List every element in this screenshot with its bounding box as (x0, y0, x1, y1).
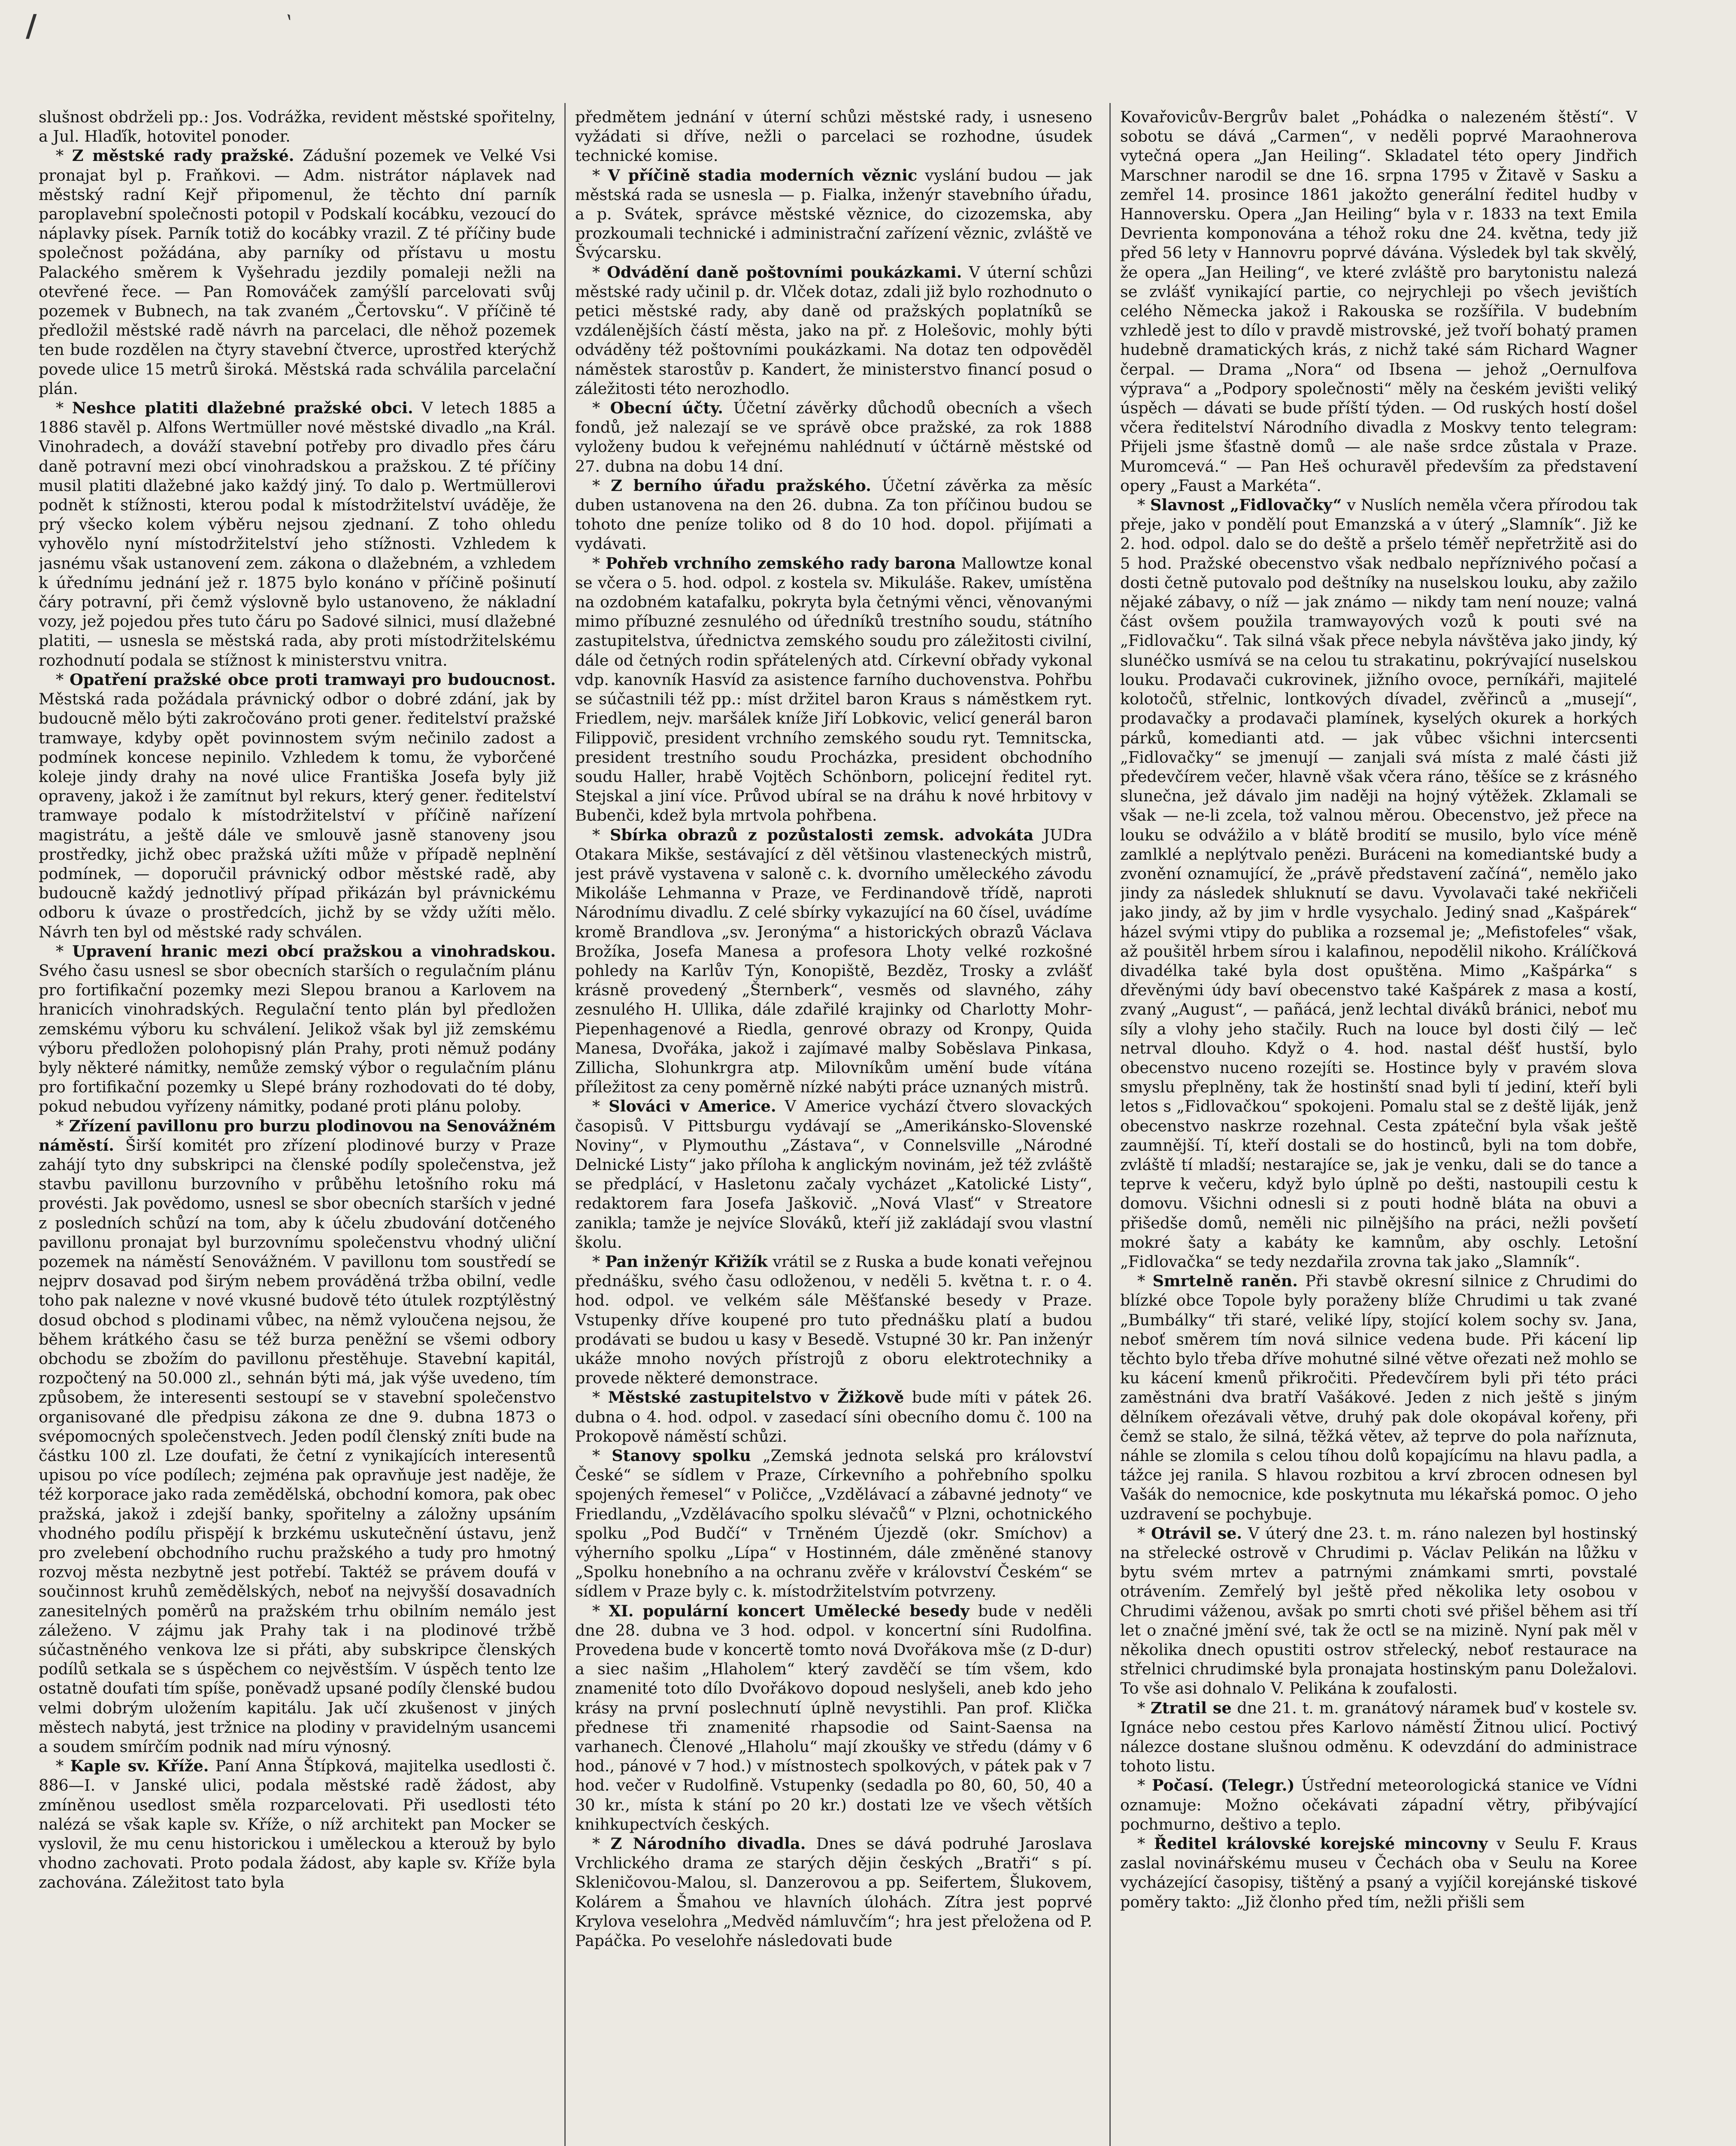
article-text: v Nuslích neměla včera přírodou tak přeje, jako v pondělí pout Emanzská a v úterý „Slamník“. Již ke 2. hod. odpol. dalo se do deště a pršelo téměř nepřetržitě asi do 5 hod. Pražské obecenstvo však nedbalo nepříznivého počasí a dosti četně putovalo pod deštníky na nuselskou louku, aby zažilo nějaké zábavy, o níž — jak známo — nikdy tam není nouze; valná část ovšem použila tramwayových vozů k pouti své na „Fidlovačku“. Tak silná však přece nebyla návštěva jako jindy, ký slunéčko usmívá se na celou tu strakatinu, pokrývající nuselskou louku. Prodavači cukrovinek, jižního ovoce, perníkáři, majitelé kolotočů, střelnic, lontkových dívadel, zvěřinců a „musejí“, prodavačky a prodavači plamínek, kyselých okurek a horkých párků, komedianti atd. — jak vůbec všichni intercsenti „Fidlovačky“ se jmenují — zanjali svá místa z malé části již předevčírem večer, hlavně však včera ráno, těšíce se z krásného slunečna, jež dávalo jim naději na hojný výtěžek. Zklamali se však — ne-li zcela, tož valnou měrou. Obecenstvo, jež přece na louku se odvážilo a v blátě brodití se musilo, bylo více méně zamlklé a neplýtvalo penězi. Buráceni na komediantské budy a zvonění oznamující, že „právě představení začíná“, nemělo jako jindy za následek shluknutí se davu. Vyvolavači také nekřičeli jako jindy, až by jim v hrdle vysychalo. Jediný snad „Kašpárek“ házel svými vtipy do publika a rozsemal je; „Mefistofeles“ však, až poušitěl hrbem sírou i kalafinou, nepodělil nikoho. Králíčková divadélka také byla dost opuštěna. Mimo „Kašpárka“ s dřevěnými údy baví obecenstvo také Kašpárek z masa a kostí, zvaný „August“, — pañácá, jenž lechtal diváků bránici, neboť mu síly a vlohy jeho stačily. Ruch na louce byl dosti čilý — leč netrval dlouho. Když o 4. hod. nastal déšť hustší, bylo obecenstvo nuceno rozejíti se. Hostince byly v pravém slova smyslu přeplněny, tak že hostinští snad byli tí jediní, kteří byli letos s „Fidlovačkou“ spokojeni. Pomalu stal se z deště liják, jenž obecenstvo naskrze rozehnal. Cesta zpáteční byla však ještě zaumnější. Tí, kteří dostali se do hostinců, byli na tom dobře, zvláště tí mladší; nestarajíce se, jak je venku, dali se do tance a teprve k večeru, když bylo úplně po dešti, nastoupili cestu k domovu. Všichni odnesli si z pouti hodně bláta na obuvi a přišedše domů, neměli nic pilnějšího na práci, nežli povšetí mokré šaty a kabáty ke kamnům, aby oschly. Letošní „Fidlovačka“ se tedy nezdařila zrovna tak jako „Slamník“. (1120, 496, 1637, 1271)
article-heading: Ztratil se (1151, 1698, 1232, 1717)
article-paragraph (39, 1756, 556, 1892)
article-paragraph (39, 107, 556, 146)
article-heading: Slováci v Americe. (609, 1097, 776, 1116)
article-heading: Pohřeb vrchního zemského rady barona (606, 554, 956, 573)
article-paragraph (575, 825, 1092, 1097)
bullet-mark: * (592, 166, 608, 185)
column-rule (564, 103, 566, 2146)
article-text: Zádušní pozemek ve Velké Vsi pronajat byl p. Fraňkovi. — Adm. nistrátor náplavek nad městský radní Kejř připomenul, že těchto dní parník paroplavební společnosti potopil v Podskalí kocábku, vezoucí do náplavky písek. Parník totiž do kocábky vrazil. Z té příčiny bude společnost požádána, aby parníky od přístavu u mostu Palackého směrem k Vyšehradu jezdily pomaleji nežli na otevřené řece. — Pan Romováček zamýšlí parcelovati svůj pozemek v Bubnech, na tak zvaném „Čertovsku“. V příčině té předložil městské radě návrh na parcelaci, dle něhož pozemek ten bude rozdělen na čtyry stavební čtverce, uprostřed kterýchž povede ulice 15 metrů široká. Městská rada schválila parcelační plán. (39, 146, 556, 398)
bullet-mark: * (592, 825, 610, 844)
column-rule (1109, 103, 1111, 2146)
article-heading: Městské zastupitelstvo v Žižkově (608, 1388, 904, 1407)
column-3 (1120, 107, 1637, 2146)
article-paragraph (575, 263, 1092, 398)
article-text: dne 21. t. m. granátový náramek buď v kostele sv. Ignáce nebo cestou přes Karlovo náměstí Žitnou ulicí. Poctivý nálezce dostane slušnou odměnu. K odevzdání do administrace tohoto listu. (1120, 1698, 1637, 1776)
article-text: vrátil se z Ruska a bude konati veřejnou přednášku, svého času odloženou, v neděli 5. května t. r. o 4. hod. odpol. ve velkém sále Měšťanské besedy v Praze. Vstupenky dříve koupené pro tuto přednášku platí a budou prodávati se budou u kasy v Besedě. Vstupné 30 kr. Pan inženýr ukáže mnoho nových přístrojů z oboru elektrotechniky a provede některé demonstrace. (575, 1252, 1092, 1388)
bullet-mark: * (56, 1757, 70, 1776)
bullet-mark: * (1137, 1524, 1151, 1543)
article-text: Dnes se dává podruhé Jaroslava Vrchlického drama ze starých dějin českých „Bratři“ s pí. Skleničovou-Malou, sl. Danzerovou a pp. Seifertem, Šlukovem, Kolárem a Šmahou ve hlavních úlohách. Zítra jest poprvé Krylova veselohra „Medvěd námluvčím“; hra jest přeložena od P. Papáčka. Po veselohře následovati bude (575, 1834, 1092, 1950)
article-text: V úterý dne 23. t. m. ráno nalezen byl hostinský na střelecké ostrově v Chrudimi p. Václav Pelikán na lůžku v bytu svém mrtev a patrnými známkami smrti, povstalé otrávením. Zemřelý byl ještě před několika lety osobou v Chrudimi váženou, avšak po smrti choti své přišel během asi tří let o značné jmění své, tak že octl se na mizině. Nyní pak měl v několika dnech opustiti ostrov střelecký, neboť restaurace na střelnici chrudimské byla pronajata hostinským panu Doležalovi. To vše asi dohnalo V. Pelikána k zoufalosti. (1120, 1524, 1637, 1698)
bullet-mark: * (592, 399, 610, 418)
article-text: bude v neděli dne 28. dubna ve 3 hod. odpol. v koncertní síni Rudolfina. Provedena bude v koncertě tomto nová Dvořákova mše (z D-dur) a siec našim „Hlaholem“ který zavděčí se tím všem, kdo znamenité toto dílo Dvořákovo dopoud neslyšeli, aneb kdo jeho krásy na první poslechnutí úplně nevystihli. Pan prof. Klička přednese tři znamenité rhapsodie od Saint-Saensa na varhanech. Členové „Hlaholu“ mají zkoušky ve středu (dámy v 6 hod., pánové v 7 hod.) v místnostech spolkových, v pátek pak v 7 hod. večer v Rudolfině. Vstupenky (sedadla po 80, 60, 50, 40 a 30 kr., místa k stání po 20 kr.) dostati lze ve všech větších knihkupectvích českých. (575, 1601, 1092, 1834)
article-paragraph (575, 1446, 1092, 1601)
bullet-mark: * (592, 1446, 612, 1465)
bullet-mark: * (1137, 1272, 1153, 1291)
bullet-mark: * (592, 1252, 606, 1271)
article-text: vyslání budou — jak městská rada se usnesla — p. Fialka, inženýr stavebního úřadu, a p. Svátek, správce městské věznice, do cizozemska, aby prozkoumali technické i administrační zařízení věznic, zvláště ve Švýcarsku. (575, 166, 1092, 262)
article-text: Mallowtze konal se včera o 5. hod. odpol. z kostela sv. Mikuláše. Rakev, umístěna na ozdobném katafalku, pokryta byla četnými věnci, věnovanými mimo příbuzné zesnulého od úředníků trestního soudu, státního zastupitelstva, úřednictva zemského soudu pro záležitosti civilní, dále od četných rodin spřátelených atd. Církevní obřady vykonal vdp. kanovník Hasvíd za asistence farního duchovenstva. Pohřbu se súčastnili též pp.: míst držitel baron Kraus s náměstkem ryt. Friedlem, nejv. maršálek kníže Jiří Lobkovic, velicí generál baron Filippovič, president vrchního zemského soudu ryt. Temnitscka, president trestního soudu Procházka, president obchodního soudu Haller, hrabě Vojtěch Schönborn, policejní ředitel ryt. Stejskal a jiní více. Průvod ubíral se na dráhu k nové hrbitovy v Bubenči, kdež byla mrtvola pohřbena. (575, 554, 1092, 825)
article-text: Ústřední meteorologická stanice ve Vídni oznamuje: Možno očekávati západní větry, přibývající pochmurno, deštivo a teplo. (1120, 1776, 1637, 1834)
article-heading: Z Národního divadla. (610, 1834, 806, 1853)
bullet-mark: * (1137, 496, 1150, 515)
margin-mark: ‵ (278, 9, 294, 40)
article-paragraph (1120, 1271, 1637, 1524)
article-text: Při stavbě okresní silnice z Chrudimi do blízké obce Topole byly poraženy blíže Chrudimi u tak zvané „Bumbálky“ tři staré, veliké lípy, stojící kolem sochy sv. Jana, neboť směrem tím nová silnice vedena bude. Při kácení lip těchto bylo třeba dříve mohutné silné větve ořezati než mohlo se ku kácení kmenů přikročiti. Předevčírem byli při této práci zaměstnáni dva bratří Vašákové. Jeden z nich ještě s jiným dělníkem ořezávali větve, druhý pak dole okopával kořeny, při čemž se stalo, že silná, těžká větev, až teprve do pola naříznuta, náhle se zlomila s celou tíhou dolů kopajícímu na hlavu padla, a tážce jej ranila. S hlavou rozbitou a krví zbrocen odnesen byl Vašák do nemocnice, kde poskytnuta mu lékařská pomoc. O jeho uzdravení se pochybuje. (1120, 1272, 1637, 1523)
article-heading: Smrtelně raněn. (1152, 1272, 1298, 1291)
article-paragraph (575, 398, 1092, 476)
article-paragraph (575, 554, 1092, 825)
article-paragraph (39, 146, 556, 398)
article-heading: Stanovy spolku (612, 1446, 751, 1465)
bullet-mark: * (56, 942, 73, 961)
article-heading: V příčině stadia moderních věznic (608, 166, 918, 185)
bullet-mark: * (1137, 1776, 1152, 1795)
article-paragraph (1120, 1834, 1637, 1912)
article-heading: Z městské rady pražské. (72, 146, 294, 165)
bullet-mark: * (56, 1116, 69, 1135)
article-heading: Pan inženýr Křižík (605, 1252, 768, 1271)
bullet-mark: * (1137, 1834, 1154, 1853)
article-text: Širší komitét pro zřízení plodinové burzy v Praze zahájí tyto dny subskripci na členské podíly společenstva, jež stavbu pavillonu burzovního v průběhu letošního roku má provésti. Jak povědomo, usnesl se sbor obecních starších v jedné z posledních schůzí na tom, aby k účelu zbudování dotčeného pavillonu pronajat byl burzovnímu společenstvu vhodný uliční pozemek na náměstí Senovážném. V pavillonu tom soustředí se nejprv dosavad pod širým nebem prováděná tržba obilní, vedle toho pak nalezne v nové vkusné budově této útulek rozptýlěstný dosud obchod s plodinami vůbec, na němž vyloučena nejsou, že během krátkého času se též burza peněžní se všemi odbory obchodu se zbožím do pavillonu přestěhuje. Stavební kapitál, rozpočtený na 50.000 zl., sehnán býti má, jak výše uvedeno, tím způsobem, že interesenti sestoupí se v stavební společenstvo organisované dle předpisu zákona ze dne 9. dubna 1873 o svépomocných společenstvech. Jeden podíl členský zníti bude na částku 100 zl. Lze doufati, že četní z vynikajících interesentů upisou po více podílech; zejména pak opravňuje jest naděje, že též korporace jako rada zemědělská, obchodní komora, pak obec pražská, jakož i zdejší banky, spořitelny a záložny upsáním vhodného podílu přispějí k brzkému uskutečnění ústavu, jenž pro zvelebení obchodního ruchu pražského a tudy pro hmotný rozvoj města nezbytně jest potřebí. Taktéž se právem doufá v součinnost kruhů zemědělských, neboť na nejvyšší dosavadních zanesitelných poměrů na pražském trhu obilním nemálo jest záleženo. V zájmu jak Prahy tak i na plodinové tržbě súčastněného venkova lze si přáti, aby subskripce členských podílů setkala se s úspěchem co nejvěstším. V úspěch tento lze ostatně doufati tím spíše, poněvadž upsané podíly členské budou velmi dobrým uložením kapitálu. Jak učí zkušenost v jiných městech nabytá, jest tržnice na plodiny v pravidelným usancemi a soudem smírčím podnik nad míru výnosný. (39, 1136, 556, 1756)
bullet-mark: * (56, 146, 72, 165)
article-heading: Odvádění daně poštovními poukázkami. (607, 263, 962, 282)
article-paragraph (1120, 495, 1637, 1271)
bullet-mark: * (592, 1834, 611, 1853)
article-paragraph (39, 1116, 556, 1757)
article-text: Účetní závěrka za měsíc duben ustanovena na den 26. dubna. Za ton příčinou budou se tohoto dne peníze toliko od 8 do 10 hod. dopol. přijímati a vydávati. (575, 476, 1092, 553)
article-text: slušnost obdrželi pp.: Jos. Vodrážka, revident městské spořitelny, a Jul. Hlaďík, hotovitel ponoder. (39, 108, 556, 146)
article-heading: Počasí. (Telegr.) (1151, 1776, 1295, 1795)
article-text: Svého času usnesl se sbor obecních starších o regulačním plánu pro fortifikační pozemky mezi Slepou branou a Karlovem na hranicích vinohradských. Regulační tento plán byl předložen zemskému výboru ku schválení. Jelikož však byl již zemskému výboru předložen polohopisný plán Prahy, proti němuž podány byly některé námitky, nemůže zemský výbor o regulačním plánu pro fortifikační pozemky u Slepé brány rozhodovati do té doby, pokud nebudou vyřízeny námitky, podané proti plánu poloby. (39, 961, 556, 1116)
article-paragraph (575, 166, 1092, 263)
article-paragraph (575, 1097, 1092, 1252)
article-paragraph (39, 398, 556, 670)
margin-mark: / (26, 8, 37, 43)
article-text: „Zemská jednota selská pro království České“ se sídlem v Praze, Církevního a pohřebního spolku spojených řemesel“ v Poličce, „Vzdělávací a zábavné jednoty“ ve Friedlandu, „Vzdělávacího spolku slévačů“ v Plzni, ochotnického spolku „Pod Budčí“ v Trněném Újezdě (okr. Smíchov) a výherního spolku „Lípa“ v Hostinném, dále změněné stanovy „Spolku honebního a na ochranu zvěře v království Českém“ se sídlem v Praze byly c. k. místodržitelstvím potvrzeny. (575, 1446, 1092, 1601)
article-text: V letech 1885 a 1886 stavěl p. Alfons Wertmüller nové městské divadlo „na Král. Vinohradech, a dováží stavební potřeby pro divadlo přes čáru daně potravní mezi obcí vinohradskou a pražskou. Z té příčiny musil platiti dlažebné jako každý jiný. To dalo p. Wertmüllerovi podnět k stížnosti, kterou podal k místodržitelství uváděje, že prý všecko kolem výběru nejsou zjednaní. Z toho ohledu vyhovělo nyní místodržitelství jeho stížnosti. Vzhledem k jasnému však ustanovení zem. zákona o dlažebném, a vzhledem k úřednímu jednání jež r. 1875 bylo konáno v příčině pošinutí čáry potravní, při čemž výslovně bylo ustanoveno, že nákladní vozy, jež pojedou přes tuto čáru po Sadové silnici, musí dlažebné platiti, — usnesla se městská rada, aby proti místodržitelskému rozhodnutí podala se stížnost k ministerstvu vnitra. (39, 399, 556, 670)
article-heading: Obecní účty. (610, 399, 723, 418)
article-heading: Slavnost „Fidlovačky“ (1150, 496, 1342, 515)
article-text: V úterní schůzi městské rady učinil p. dr. Vlček dotaz, zdali již bylo rozhodnuto o petici městské rady, aby daně od pražských poplatníků se vzdálenějších částí města, jako na př. z Holešovic, mohly býti odváděny též poštovními poukázkami. Na dotaz ten odpověděl náměstek starostův p. Kandert, že ministerstvo financí posud o záležitosti této nerozhodlo. (575, 263, 1092, 398)
bullet-mark: * (592, 476, 611, 495)
article-heading: XI. populární koncert Umělecké besedy (609, 1601, 969, 1620)
bullet-mark: * (1137, 1698, 1151, 1717)
article-text: v Seulu F. Kraus zaslal novinářskému museu v Čechách oba v Seulu na Koree vycházející časopisy, tištěný a psaný a vyjíčil korejánské tiskové poměry takto: „Již člonho před tím, nežli přišli sem (1120, 1834, 1637, 1911)
article-text: Účetní závěrky důchodů obecních a všech fondů, jež nalezají se ve správě obce pražské, za rok 1888 vyloženy budou k veřejnému nahlédnutí v účtárně městské od 27. dubna na dobu 14 dní. (575, 399, 1092, 476)
article-heading: Z berního úřadu pražského. (611, 476, 871, 495)
bullet-mark: * (56, 399, 72, 418)
bullet-mark: * (592, 1601, 609, 1620)
column-1 (39, 107, 556, 2146)
bullet-mark: * (592, 554, 606, 573)
article-paragraph (575, 107, 1092, 166)
article-paragraph (39, 670, 556, 942)
article-text: Kovařovicův-Bergrův balet „Pohádka o nalezeném štěstí“. V sobotu se dává „Carmen“, v neděli poprvé Maraohnerova vytečná opera „Jan Heiling“. Skladatel této opery Jindřich Marschner narodil se dne 16. srpna 1795 v Žitavě v Sasku a zemřel 14. prosince 1861 jakožto generální ředitel hudby v Hannoversku. Opera „Jan Heiling“ byla v r. 1833 na text Emila Devrienta komponována a téhož roku dne 24. května, tedy již před 56 lety v Hannovru poprvé dávána. Výsledek byl tak skvělý, že opera „Jan Heiling“, ve které zvláště pro barytonistu nalezá se zvlášť vynikající partie, co nejrychleji po všech jevištích celého Německa jakož i Rakouska se rozšířila. V budebním vzhledě jest to dílo v pravdě mistrovské, jež tvoří bohatý pramen hudebně dramatických krás, z nichž také sám Richard Wagner čerpal. — Drama „Nora“ od Ibsena — jehož „Oernulfova výprava“ a „Podpory společnosti“ měly na českém jevišti veliký úspěch — dávati se bude příští týden. — Od ruských hostí došel včera ředitelství Národního divadla z Moskvy tento telegram: Přijeli jsme šťastně domů — ale naše srdce zůstala v Praze. Muromcevá.“ — Pan Heš ochuravěl především za představení opery „Faust a Markéta“. (1120, 108, 1637, 495)
article-text: V Americe vychází čtvero slovackých časopisů. V Pittsburgu vydávají se „Amerikánsko-Slovenské Noviny“, v Plymouthu „Zástava“, v Connelsville „Národné Delnické Listy“ jako příloha k anglickým novinám, jež též zvláště se předplácí, v Hasletonu začaly vycházet „Katolické Listy“, redaktorem fara Josefa Jaškovič. „Nová Vlasť“ v Streatore zanikla; tamže je nejvíce Slováků, kteří již zakládají svou vlastní školu. (575, 1097, 1092, 1252)
article-paragraph (575, 1601, 1092, 1834)
article-paragraph (39, 942, 556, 1116)
article-text: JUDra Otakara Mikše, sestávající z děl většinou vlasteneckých mistrů, jest právě vystavena v saloně c. k. dvorního uměleckého závodu Mikoláše Lehmanna v Praze, ve Ferdinandově třídě, naproti Národnímu divadlu. Z celé sbírky vykazující na 60 čísel, uvádíme kromě Brandlova „sv. Jeronýma“ a historických obrazů Václava Brožíka, Josefa Manesa a profesora Lhoty velké rozkošné pohledy na Karlův Týn, Konopiště, Bezděz, Trosky a zvlášť krásně provedený „Šternberk“, vesměs od slavného, záhy zesnulého H. Ullika, dále zdařilé krajinky od Charlotty Mohr-Piepenhagenové a Riedla, genrové obrazy od Kronpy, Quida Manesa, Dvořáka, jakož i zajímavé malby Soběslava Pinkasa, Zillicha, Slohunkrgra atp. Milovníkům umění bude vítána příležitost za ceny poměrně nízké nabýti práce uznaných mistrů. (575, 825, 1092, 1097)
article-heading: Upravení hranic mezi obcí pražskou a vinohradskou. (72, 942, 556, 961)
article-paragraph (575, 1834, 1092, 1950)
article-heading: Zřízení pavillonu pro burzu plodinovou na Senovážném náměstí. (39, 1116, 556, 1155)
article-heading: Neshce platiti dlažebné pražské obci. (72, 399, 413, 418)
article-text: Paní Anna Štípková, majitelka usedlosti č. 886—I. v Janské ulici, podala městské radě žádost, aby zmíněnou usedlost směla rozparcelovati. Při usedlosti této nalézá se však kaple sv. Kříže, o níž architekt pan Mocker se vyslovil, že mu cenu historickou i uměleckou a kterouž by bylo vhodno zachovati. Proto podala žádost, aby kaple sv. Kříže byla zachována. Záležitost tato byla (39, 1757, 556, 1892)
article-text: Městská rada požádala právnický odbor o dobré zdání, jak by budoucně mělo býti zakročováno proti gener. ředitelství pražské tramwaye, kdyby opět povinnostem svým nečinilo zadost a podmínek koncese nepinilo. Vzhledem k tomu, že vyborčené koleje jindy drahy na nové ulice Františka Josefa byly již opraveny, jakož i že zamítnut byl rekurs, který gener. ředitelství tramwaye podalo k místodržitelství v příčině nařízení magistrátu, a ještě dále ve smlouvě jasně stanoveny jsou prostředky, jichž obec pražská užíti může v případě neplnění podmínek, — doporučil právnický odbor městské radě, aby budoucně každý jednotlivý případ přikázán byl právnickému odboru k úvaze o prostředcích, jichž by se vždy užíti mělo. Návrh ten byl od městské rady schválen. (39, 690, 556, 941)
article-text: bude míti v pátek 26. dubna o 4. hod. odpol. v zasedací síni obecního domu č. 100 na Prokopově náměstí schůzi. (575, 1388, 1092, 1446)
article-paragraph (1120, 107, 1637, 495)
article-text: předmětem jednání v úterní schůzi městské rady, i usneseno vyžádati si dříve, nežli o parcelaci se rozhodne, úsudek technické komise. (575, 108, 1092, 165)
bullet-mark: * (592, 1097, 609, 1116)
bullet-mark: * (56, 670, 70, 689)
article-heading: Kaple sv. Kříže. (70, 1757, 209, 1776)
article-heading: Ředitel královské korejské mincovny (1154, 1834, 1488, 1853)
article-paragraph (1120, 1698, 1637, 1776)
article-paragraph (575, 1388, 1092, 1446)
article-paragraph (1120, 1524, 1637, 1698)
article-heading: Otrávil se. (1151, 1524, 1242, 1543)
bullet-mark: * (592, 1388, 608, 1407)
article-paragraph (1120, 1776, 1637, 1834)
article-paragraph (575, 1252, 1092, 1388)
article-heading: Opatření pražské obce proti tramwayi pro budoucnost. (70, 670, 556, 689)
column-2 (575, 107, 1092, 2146)
bullet-mark: * (592, 263, 607, 282)
article-paragraph (575, 476, 1092, 554)
article-heading: Sbírka obrazů z pozůstalosti zemsk. advokáta (610, 825, 1034, 844)
